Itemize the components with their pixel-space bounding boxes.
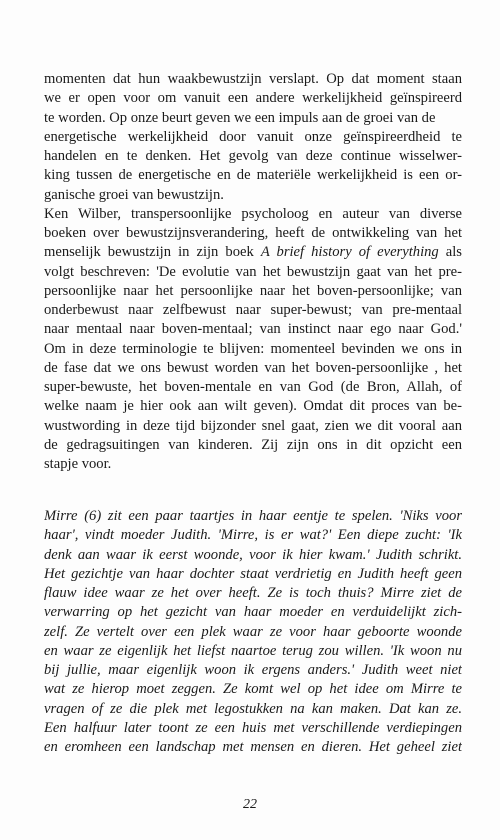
- body-text-line: Ken Wilber, transpersoonlijke psycholoog en auteur van diverse: [44, 205, 462, 222]
- anecdote-line: haar', vindt moeder Judith. 'Mirre, is er wat?' Een diepe zucht: 'Ik: [44, 527, 462, 544]
- anecdote-line: flauw idee waar ze het over heeft. Ze is toch thuis? Mirre ziet de: [44, 585, 462, 601]
- body-text-line: volgt beschreven: 'De evolutie van het bewustzijn gaat van het pre-: [44, 263, 462, 280]
- book-title: A brief history of everything: [260, 244, 439, 261]
- anecdote-line: wat ze hierop moet zeggen. Ze komt wel op het idee om Mirre te: [44, 681, 462, 698]
- body-text-line: ganische groei van bewustzijn.: [44, 186, 224, 203]
- body-text-line: welke naam je hier ook aan wilt geven). Omdat dit proces van be-: [44, 398, 462, 415]
- page-number: 22: [243, 797, 257, 812]
- body-text-line: we er open voor om vanuit een andere werkelijkheid geïnspireerd: [44, 90, 462, 107]
- body-text-line: persoonlijke naar het persoonlijke naar het boven-persoonlijke; van: [44, 282, 462, 299]
- body-text-line: Om in deze terminologie te blijven: momenteel bevinden we ons in: [44, 340, 462, 357]
- body-text-line: boeken over bewustzijnsverandering, heeft de ontwikkeling van het: [44, 225, 462, 241]
- anecdote-line: bij jullie, maar eigenlijk woon ik ergens anders.' Judith weet niet: [44, 662, 462, 678]
- anecdote-line: Mirre (6) zit een paar taartjes in haar eentje te spelen. 'Niks voor: [44, 508, 462, 524]
- body-text-line: king tussen de energetische en de materiële werkelijkheid is een or-: [44, 167, 462, 184]
- body-text-line: de fase dat we ons bewust worden van het boven-persoonlijke , het: [44, 359, 462, 376]
- anecdote-line: en eromheen een landschap met mensen en dieren. Het geheel ziet: [44, 739, 462, 755]
- anecdote-line: en waar ze eigenlijk het liefst naartoe terug zou willen. 'Ik woon nu: [44, 642, 462, 659]
- anecdote-line: denk aan waar ik eerst woonde, voor ik hier kwam.' Judith schrikt.: [44, 546, 462, 563]
- anecdote-line: verwarring op het gezicht van haar moeder en verduidelijkt zich-: [44, 604, 462, 621]
- body-text-line: stapje voor.: [44, 456, 112, 472]
- anecdote-line: Een halfuur later toont ze een huis met verschillende verdiepingen: [44, 719, 462, 736]
- anecdote-line: zelf. Ze vertelt over een plek waar ze voor haar geboorte woonde: [44, 623, 462, 640]
- anecdote-line: vragen of ze die plek met legostukken na kan maken. Dat kan ze.: [44, 700, 462, 717]
- body-text-line: menselijk bewustzijn in zijn boek A brief history of everything als: [44, 244, 462, 261]
- body-text-line: onderbewust naar zelfbewust naar super-bewust; van pre-mentaal: [44, 302, 462, 318]
- body-text-line: handelen en te denken. Het gevolg van deze continue wisselwer-: [44, 148, 462, 164]
- body-text-line: energetische werkelijkheid door vanuit onze geïnspireerdheid te: [44, 128, 462, 145]
- body-text-line: naar mentaal naar boven-mentaal; van instinct naar ego naar God.': [44, 321, 462, 338]
- body-text-line: te worden. Op onze beurt geven we een impuls aan de groei van de: [44, 109, 436, 126]
- body-text-line: super-bewuste, het boven-mentale en van God (de Bron, Allah, of: [44, 379, 462, 395]
- body-text-line: de gedragsuitingen van kinderen. Zij zijn ons in dit opzicht een: [44, 436, 462, 453]
- body-text-line: wustwording in deze tijd bijzonder snel gaat, zien we dit vooral aan: [44, 417, 462, 434]
- body-text-line: momenten dat hun waakbewustzijn verslapt. Op dat moment staan: [44, 71, 462, 87]
- anecdote-line: Het gezichtje van haar dochter staat verdrietig en Judith heeft geen: [44, 565, 462, 582]
